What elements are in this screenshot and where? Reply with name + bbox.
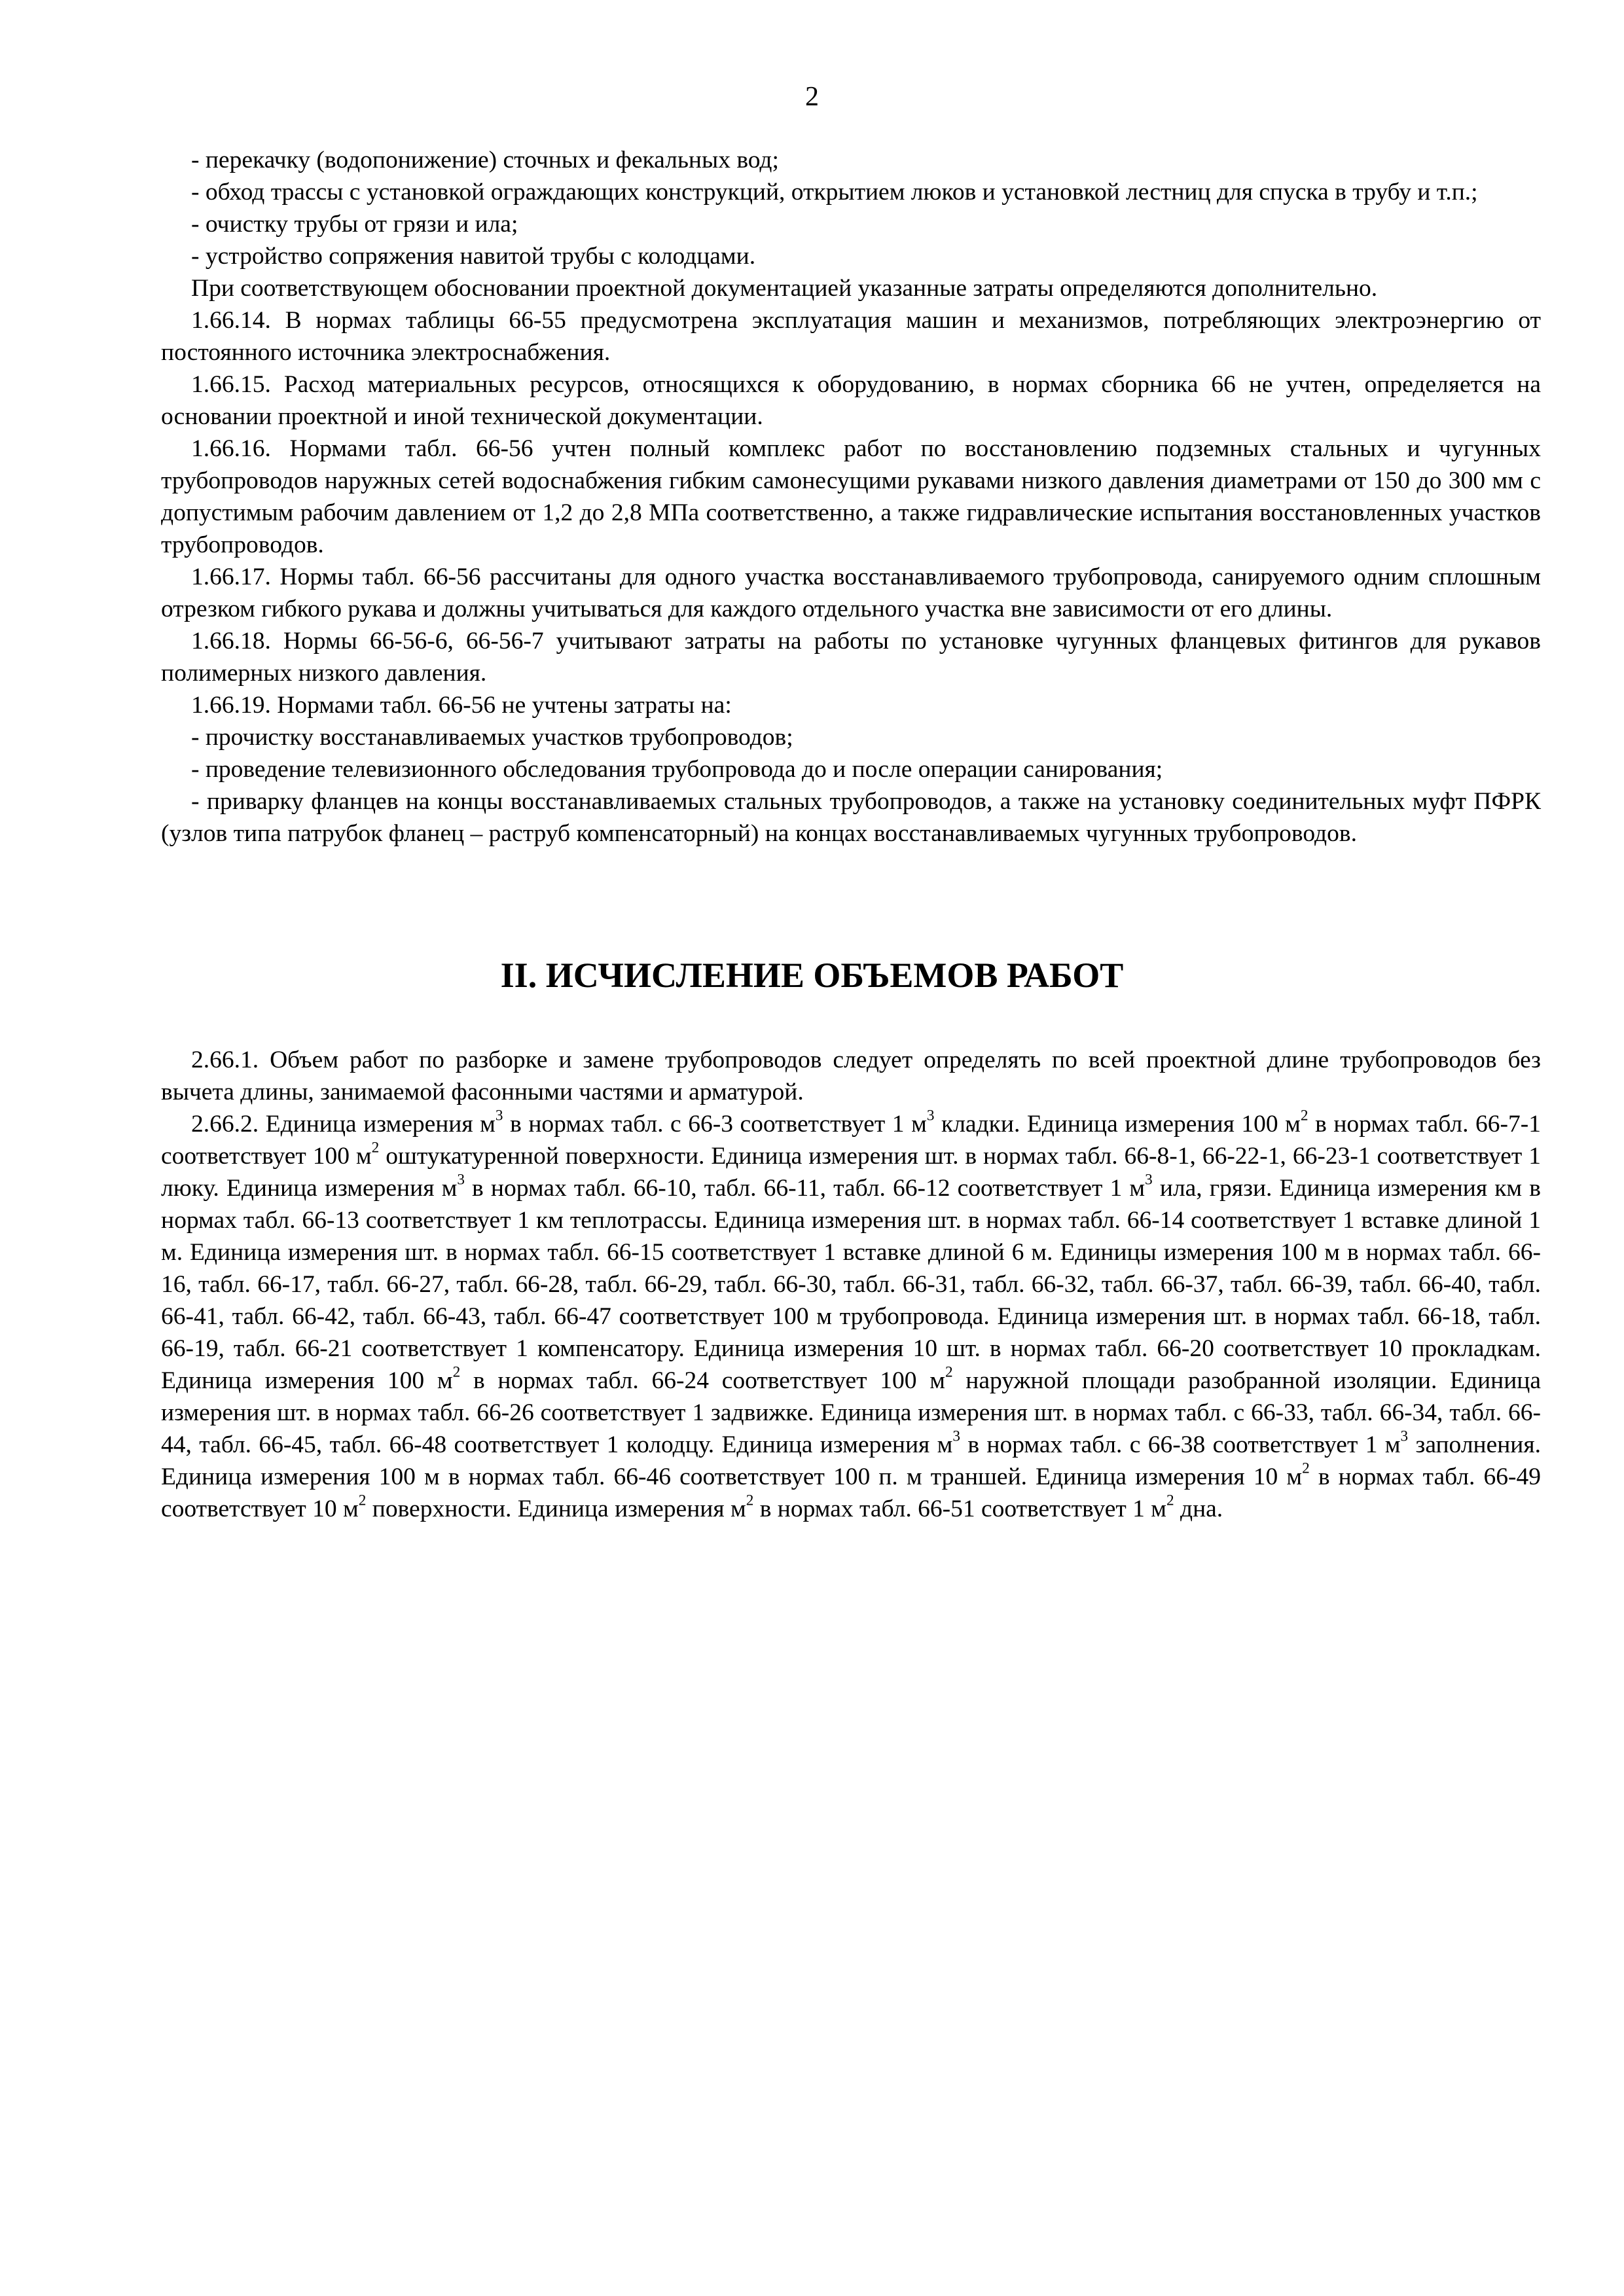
page-number: 2: [805, 82, 819, 112]
paragraph-1-66-19: 1.66.19. Нормами табл. 66-56 не учтены затраты на:: [191, 692, 732, 719]
list-item-tv-inspection: - проведение телевизионного обследования трубопровода до и после операции санирования;: [191, 756, 1163, 783]
list-item-flange-welding: - приварку фланцев на концы восстанавливаемых стальных трубопроводов, а также на установку соединительных муфт ПФРК (узлов типа патрубок фланец – раструб компенсаторный) на концах восстанавливаемых чугунных трубопроводов.: [161, 788, 1541, 847]
list-item-well-coupling: - устройство сопряжения навитой трубы с колодцами.: [191, 243, 756, 270]
paragraph-2-66-1: 2.66.1. Объем работ по разборке и замене трубопроводов следует определять по всей проектной длине трубопроводов без вычета длины, занимаемой фасонными частями и арматурой.: [161, 1047, 1541, 1105]
paragraph-additional-costs: При соответствующем обосновании проектной документацией указанные затраты определяются дополнительно.: [191, 275, 1378, 302]
paragraph-1-66-17: 1.66.17. Нормы табл. 66-56 рассчитаны для одного участка восстанавливаемого трубопровода, санируемого одним сплошным отрезком гибкого рукава и должны учитываться для каждого отдельного участка вне зависимости от его длины.: [161, 564, 1541, 622]
paragraph-1-66-18: 1.66.18. Нормы 66-56-6, 66-56-7 учитывают затраты на работы по установке чугунных фланцевых фитингов для рукавов полимерных низкого давления.: [161, 628, 1541, 687]
list-item-pipe-cleaning: - очистку трубы от грязи и ила;: [191, 211, 518, 238]
list-item-cleaning-sections: - прочистку восстанавливаемых участков трубопроводов;: [191, 724, 793, 751]
section-2-heading: II. ИСЧИСЛЕНИЕ ОБЪЕМОВ РАБОТ: [500, 956, 1124, 995]
paragraph-2-66-2: 2.66.2. Единица измерения $м^3$ в нормах табл. с 66-3 соответствует 1 $м^3$ кладки. Единица измерения 100 $м^2$ в нормах табл. 66-7-1 соответствует 100 $м^2$ оштукатуренной поверхности. Единица измерения шт. в нормах табл. 66-8-1, 66-22-1, 66-23-1 соответствует 1 люку. Единица измерения $м^3$ в нормах табл. 66-10, табл. 66-11, табл. 66-12 соответствует 1 $м^3$ ила, грязи. Единица измерения км в нормах табл. 66-13 соответствует 1 км теплотрассы. Единица измерения шт. в нормах табл. 66-14 соответствует 1 вставке длиной 1 м. Единица измерения шт. в нормах табл. 66-15 соответствует 1 вставке длиной 6 м. Единицы измерения 100 м в нормах табл. 66-16, табл. 66-17, табл. 66-27, табл. 66-28, табл. 66-29, табл. 66-30, табл. 66-31, табл. 66-32, табл. 66-37, табл. 66-39, табл. 66-40, табл. 66-41, табл. 66-42, табл. 66-43, табл. 66-47 соответствует 100 м трубопровода. Единица измерения шт. в нормах табл. 66-18, табл. 66-19, табл. 66-21 соответствует 1 компенсатору. Единица измерения 10 шт. в нормах табл. 66-20 соответствует 10 прокладкам. Единица измерения 100 $м^2$ в нормах табл. 66-24 соответствует 100 $м^2$ наружной площади разобранной изоляции. Единица измерения шт. в нормах табл. 66-26 соответствует 1 задвижке. Единица измерения шт. в нормах табл. с 66-33, табл. 66-34, табл. 66-44, табл. 66-45, табл. 66-48 соответствует 1 колодцу. Единица измерения $м^3$ в нормах табл. с 66-38 соответствует 1 $м^3$ заполнения. Единица измерения 100 м в нормах табл. 66-46 соответствует 100 п. м траншей. Единица измерения 10 $м^2$ в нормах табл. 66-49 соответствует 10 $м^2$ поверхности. Единица измерения $м^2$ в нормах табл. 66-51 соответствует 1 $м^2$ дна.: [161, 1107, 1542, 1522]
list-item-route-bypass: - обход трассы с установкой ограждающих конструкций, открытием люков и установкой лестниц для спуска в трубу и т.п.;: [191, 179, 1478, 206]
list-item-pumping: - перекачку (водопонижение) сточных и фекальных вод;: [191, 147, 779, 173]
section-2-text: [161, 1044, 1541, 1525]
paragraph-1-66-14: 1.66.14. В нормах таблицы 66-55 предусмотрена эксплуатация машин и механизмов, потребляющих электроэнергию от постоянного источника электроснабжения.: [161, 307, 1541, 366]
paragraph-1-66-16: 1.66.16. Нормами табл. 66-56 учтен полный комплекс работ по восстановлению подземных стальных и чугунных трубопроводов наружных сетей водоснабжения гибким самонесущими рукавами низкого давления диаметрами от 150 до 300 мм с допустимым рабочим давлением от 1,2 до 2,8 МПа соответственно, а также гидравлические испытания восстановленных участков трубопроводов.: [161, 435, 1541, 558]
section-1-text: [161, 144, 1541, 850]
paragraph-1-66-15: 1.66.15. Расход материальных ресурсов, относящихся к оборудованию, в нормах сборника 66 не учтен, определяется на основании проектной и иной технической документации.: [161, 371, 1541, 430]
